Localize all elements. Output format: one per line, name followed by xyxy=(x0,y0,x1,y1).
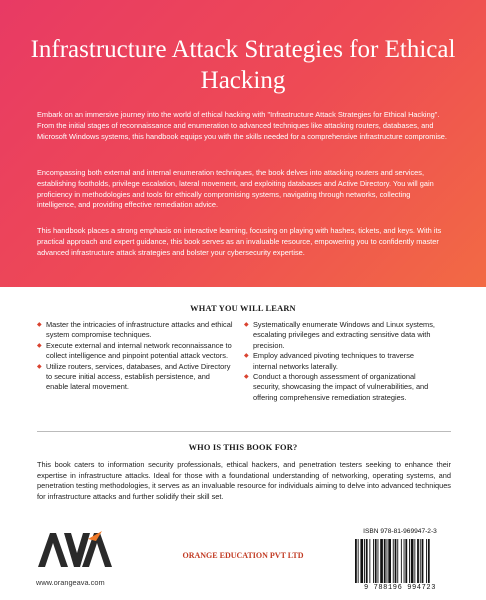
barcode-bar xyxy=(420,539,421,583)
barcode-digits: 9 788196 994723 xyxy=(363,584,436,592)
barcode-bar xyxy=(388,539,391,583)
isbn-number: ISBN 978-81-969947-2-3 xyxy=(363,528,437,535)
learn-heading: WHAT YOU WILL LEARN xyxy=(190,304,296,313)
diamond-bullet-icon: ◆ xyxy=(244,374,249,381)
diamond-bullet-icon: ◆ xyxy=(37,363,42,370)
learn-item xyxy=(244,351,440,372)
learn-item-text: Master the intricacies of infrastructure attacks and ethical system compromise techniques. xyxy=(46,320,233,340)
learn-list-right xyxy=(244,320,440,403)
cover-header-panel xyxy=(0,0,486,287)
diamond-bullet-icon: ◆ xyxy=(244,353,249,360)
barcode-bar xyxy=(414,539,415,583)
diamond-bullet-icon: ◆ xyxy=(37,342,42,349)
publisher-name: ORANGE EDUCATION PVT LTD xyxy=(182,551,304,560)
barcode-bar xyxy=(380,539,383,583)
barcode-bar xyxy=(373,539,374,583)
barcode-block xyxy=(345,528,455,595)
diamond-bullet-icon: ◆ xyxy=(37,322,42,328)
barcode-bar xyxy=(397,539,398,583)
barcode-bar xyxy=(404,539,405,583)
barcode-bar xyxy=(405,539,407,583)
barcode-bar xyxy=(417,539,419,583)
learn-item xyxy=(244,320,440,351)
barcode-bar xyxy=(401,539,402,583)
barcode-bar xyxy=(409,539,410,583)
description-paragraph-3: This handbook places a strong emphasis on interactive learning, focusing on playing with hashes, tickets, and keys. With its practical approach and expert guidance, this book serves as an invaluable resource, empowering you to confidently master advanced infrastructure attack strategies and bolster your cybersecurity expertise. xyxy=(37,226,442,257)
barcode-bar xyxy=(375,539,377,583)
ava-logo xyxy=(36,529,116,569)
learn-item-text: Employ advanced pivoting techniques to traverse internal networks laterally. xyxy=(253,351,415,371)
learn-item xyxy=(37,341,233,362)
learn-item-text: Utilize routers, services, databases, and Active Directory to secure initial access, establish persistence, and enable lateral movement. xyxy=(46,361,231,392)
description-paragraph-2: Encompassing both external and internal enumeration techniques, the book delves into attacking routers and services, establishing footholds, privilege escalation, lateral movement, and exploiting databases and Active Directory. You will gain proficiency in methodologies and tools for ethically compromising systems, navigating through networks, collecting intelligence, and providing effective remediation advice. xyxy=(37,168,434,210)
barcode-bar xyxy=(387,539,388,583)
barcode-bar xyxy=(378,539,379,583)
barcode-bar xyxy=(384,539,386,583)
publisher-website: www.orangeava.com xyxy=(36,578,105,587)
learn-item xyxy=(37,362,233,393)
learn-item-text: Conduct a thorough assessment of organizational security, showcasing the impact of vulnerabilities, and offering comprehensive remediation strategies. xyxy=(253,372,429,402)
barcode-bar xyxy=(422,539,424,583)
barcode-bar xyxy=(366,539,368,583)
barcode-bar xyxy=(355,539,357,583)
barcode-bar xyxy=(395,539,397,583)
barcode-bar xyxy=(358,539,359,583)
barcode-bar xyxy=(360,539,363,583)
barcode-icon xyxy=(353,539,447,583)
learn-item xyxy=(37,320,233,341)
learn-item-text: Execute external and internal network reconnaissance to collect intelligence and pinpoint potential attack vectors. xyxy=(46,340,232,361)
description-paragraph-1: Embark on an immersive journey into the world of ethical hacking with "Infrastructure Attack Strategies for Ethical Hacking". From the initial stages of reconnaissance and enumeration to advanced techniques like attacking routers, databases, and Microsoft Windows systems, this handbook equips you with the skills needed for a comprehensive infrastructure compromise. xyxy=(37,110,447,141)
ava-logo-icon xyxy=(36,529,116,569)
barcode-bar xyxy=(428,539,430,583)
section-divider xyxy=(37,431,451,432)
learn-list-left xyxy=(37,320,233,393)
diamond-bullet-icon: ◆ xyxy=(244,322,249,328)
barcode-bar xyxy=(364,539,365,583)
learn-item xyxy=(244,372,440,403)
book-title: Infrastructure Attack Strategies for Ethical Hacking xyxy=(30,36,456,94)
learn-item-text: Systematically enumerate Windows and Linux systems, escalating privileges and extracting sensitive data with precision. xyxy=(253,320,435,350)
barcode-bar xyxy=(369,539,370,583)
barcode-bar xyxy=(393,539,394,583)
barcode-bar xyxy=(411,539,414,583)
audience-text: This book caters to information security professionals, ethical hackers, and penetration testers seeking to enhance their expertise in infrastructure attacks. Ideal for those with a foundational understanding of networking, operating systems, and penetration testing methodologies, it serves as an invaluable resource for individuals aiming to delve into advanced techniques for infrastructure attacks and further solidify their skill set. xyxy=(37,460,451,501)
audience-heading: WHO IS THIS BOOK FOR? xyxy=(188,443,298,452)
barcode-bar xyxy=(426,539,427,583)
